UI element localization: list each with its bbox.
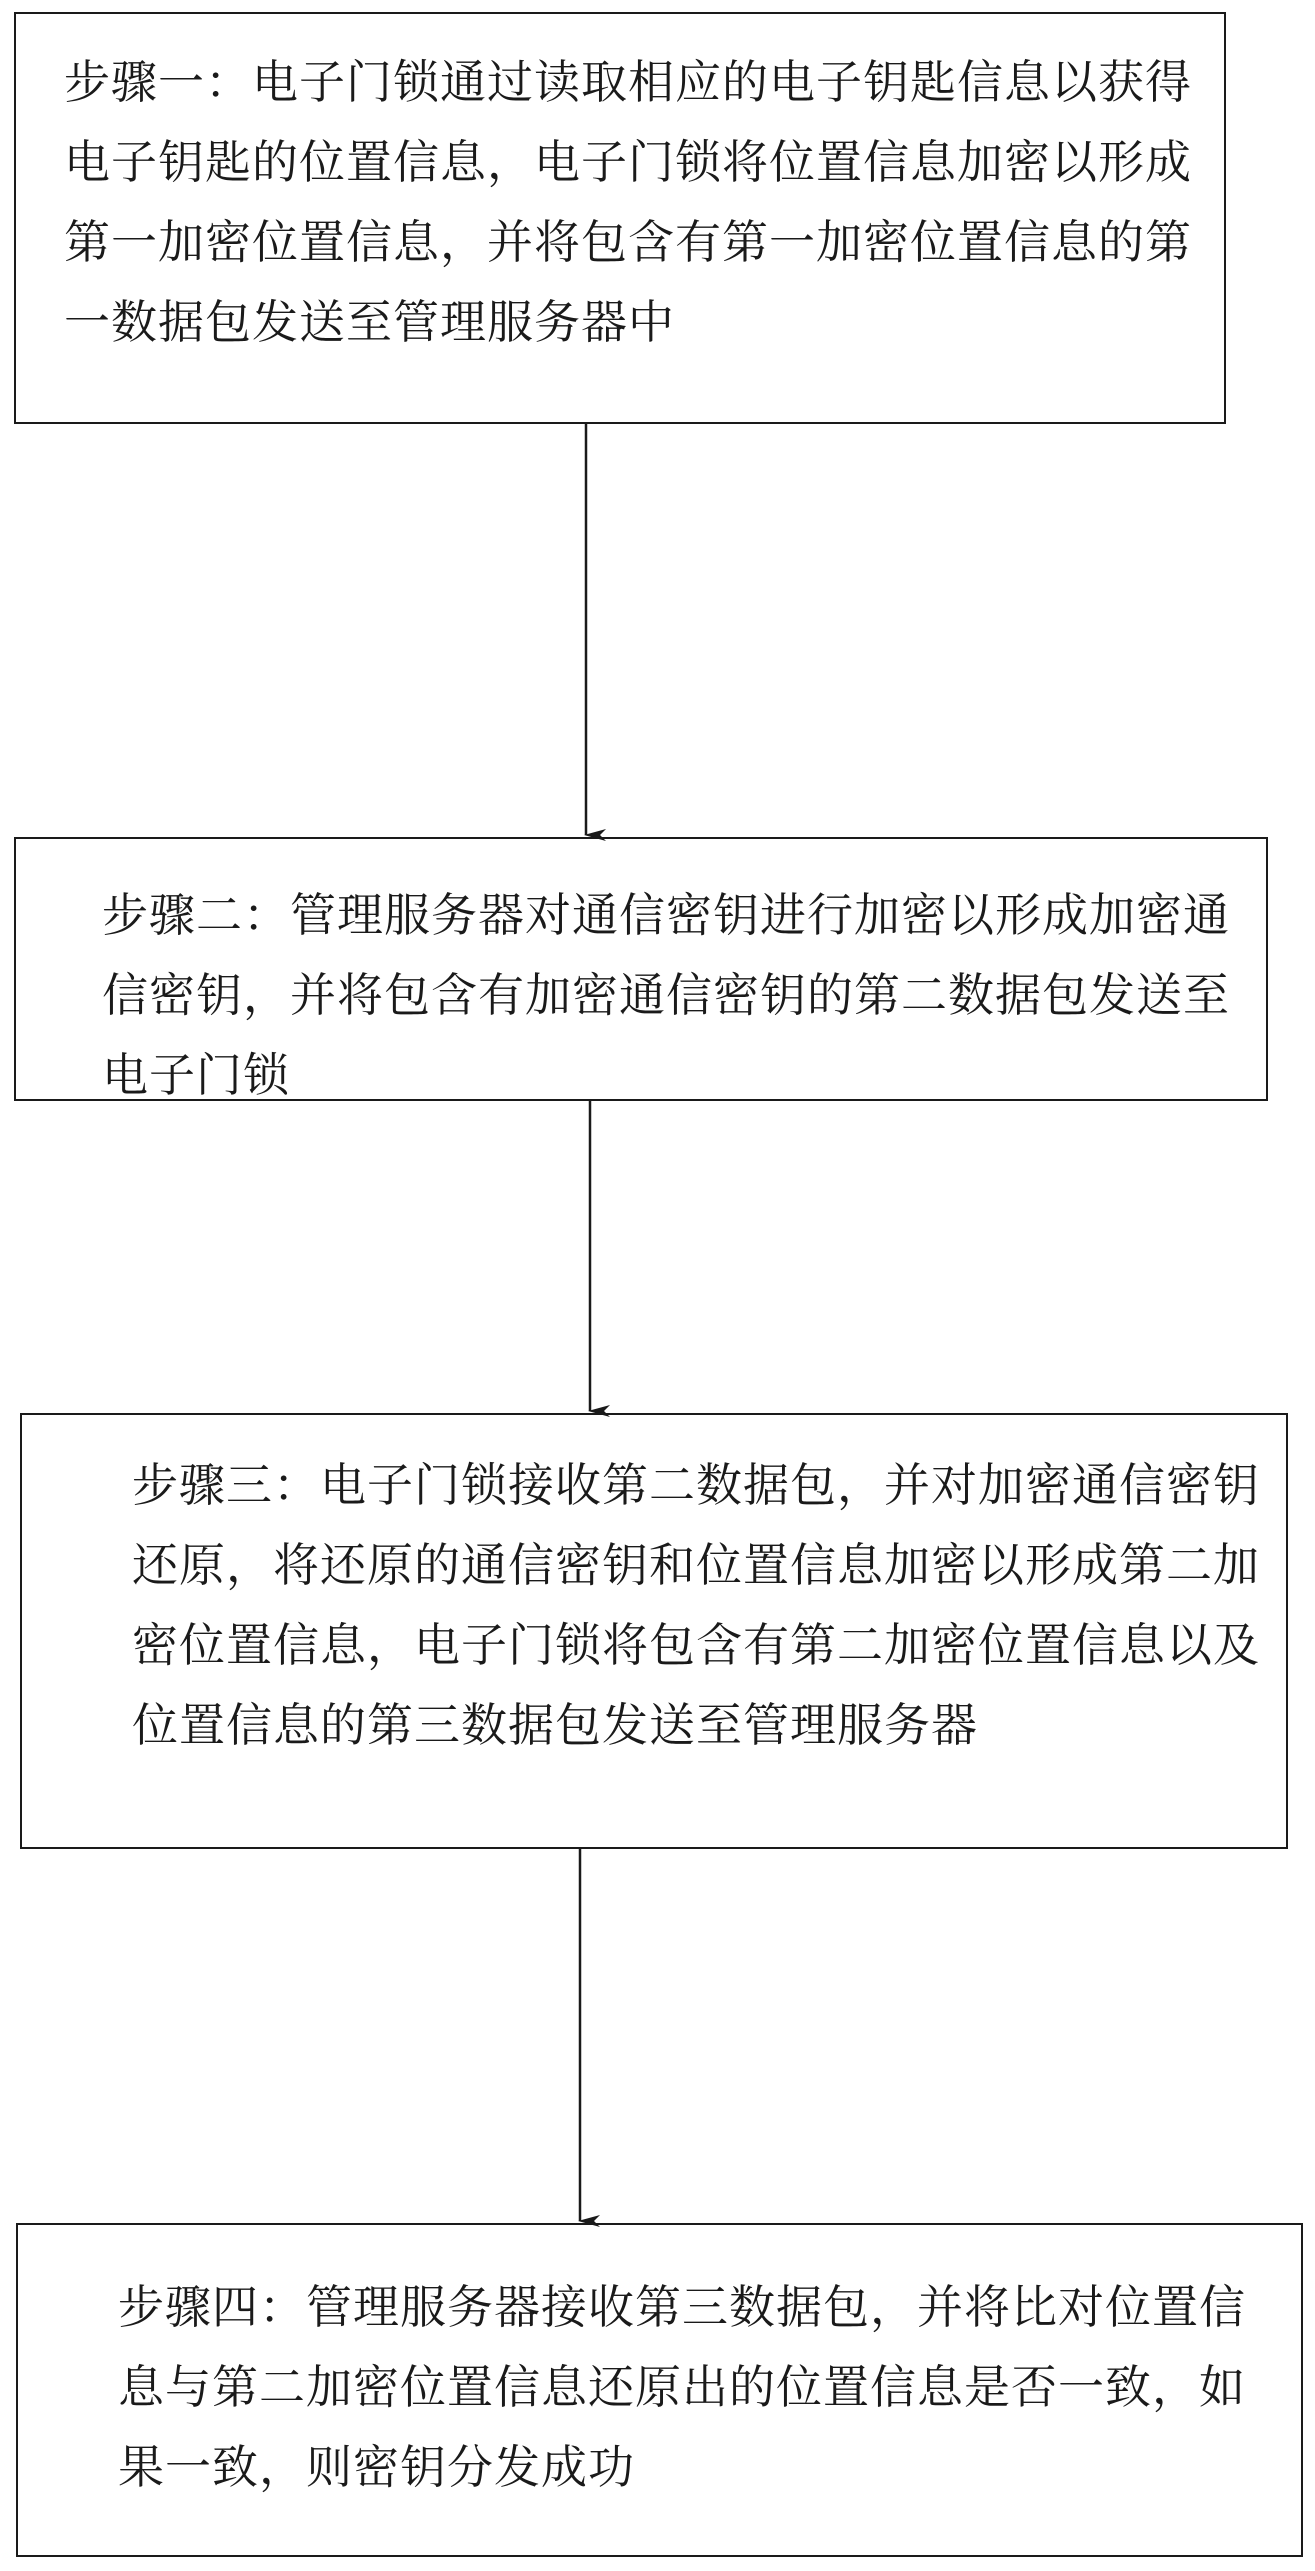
step-1-text: 步骤一：电子门锁通过读取相应的电子钥匙信息以获得电子钥匙的位置信息，电子门锁将位置信息加密以形成第一加密位置信息，并将包含有第一加密位置信息的第一数据包发送至管理服务器中 <box>64 55 1192 349</box>
step-4-text: 步骤四：管理服务器接收第三数据包，并将比对位置信息与第二加密位置信息还原出的位置信息是否一致，如果一致，则密钥分发成功 <box>118 2280 1246 2494</box>
step-3-text: 步骤三：电子门锁接收第二数据包，并对加密通信密钥还原，将还原的通信密钥和位置信息加密以形成第二加密位置信息，电子门锁将包含有第二加密位置信息以及位置信息的第三数据包发送至管理服务器 <box>132 1458 1260 1752</box>
step-4-box <box>16 2223 1303 2557</box>
step-2-box <box>14 837 1268 1101</box>
step-3-box <box>20 1413 1288 1849</box>
step-1-box <box>14 12 1226 424</box>
step-2-text: 步骤二：管理服务器对通信密钥进行加密以形成加密通信密钥，并将包含有加密通信密钥的第二数据包发送至电子门锁 <box>102 888 1230 1102</box>
